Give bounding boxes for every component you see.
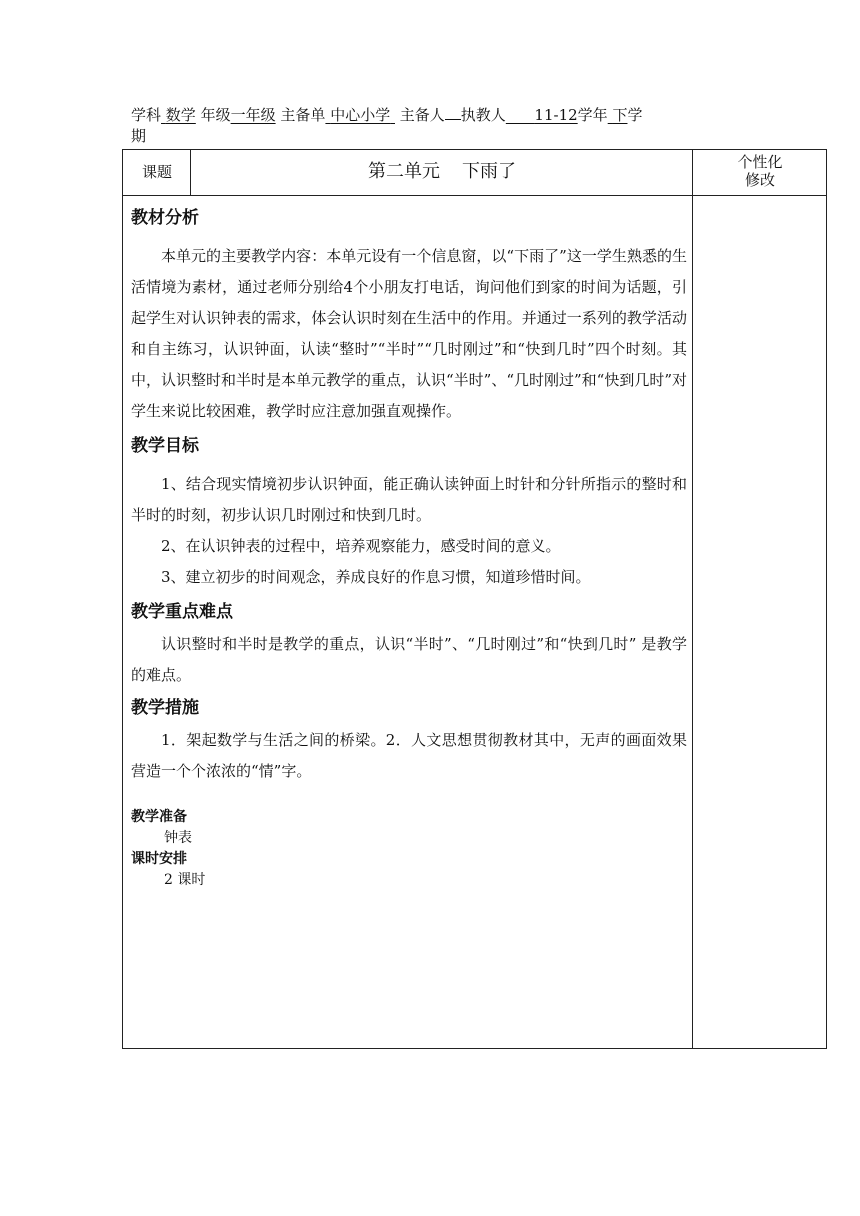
analysis-heading: 教材分析 (131, 208, 199, 228)
personal-revision-line2: 修改 (744, 171, 775, 189)
table-border-row-divider (122, 195, 827, 196)
preparation-heading: 教学准备 (131, 809, 187, 825)
table-border-bottom (122, 1048, 827, 1049)
lesson-content (131, 198, 687, 891)
teacher-label: 执教人 (460, 106, 506, 124)
schedule-heading: 课时安排 (131, 851, 187, 867)
schedule-text: 2 课时 (164, 872, 206, 888)
preparation-text: 钟表 (164, 830, 192, 846)
topic-unit: 第二单元 (368, 161, 440, 182)
table-border-left (122, 149, 123, 1049)
term-label-wrap: 期 (131, 127, 147, 145)
goals-heading: 教学目标 (131, 436, 199, 456)
grade-value: 一年级 (230, 106, 276, 124)
analysis-text: 本单元的主要教学内容：本单元设有一个信息窗，以“下雨了”这一学生熟悉的生活情境为素材，通过老师分别给4个小朋友打电话，询问他们到家的时间为话题，引起学生对认识钟表的需求，体会认识时刻在生活中的作用。并通过一系列的教学活动和自主练习，认识钟面，认读“整时”“半时”“几时刚过”和“快到几时”四个时刻。其中，认识整时和半时是本单元教学的重点，认识“半时”、“几时刚过”和“快到几时”对学生来说比较困难，教学时应注意加强直观操作。 (131, 247, 688, 420)
year-label: 学年 (577, 106, 608, 124)
term-label: 学 (627, 106, 643, 124)
table-border-right (826, 149, 827, 1049)
personal-revision-line1: 个性化 (737, 153, 783, 171)
measures-heading: 教学措施 (131, 698, 199, 718)
unit-label: 主备单 (280, 106, 326, 124)
subject-value: 数学 (165, 106, 196, 124)
preparer-blank (445, 104, 461, 120)
measures-text: 1．架起数学与生活之间的桥梁。2．人文思想贯彻教材其中，无声的画面效果营造一个个浓浓的“情”字。 (131, 731, 687, 780)
topic-label: 课题 (141, 163, 172, 181)
term-value: 下 (612, 106, 628, 124)
goal-2: 2、在认识钟表的过程中，培养观察能力，感受时间的意义。 (161, 537, 561, 555)
topic-name: 下雨了 (462, 161, 516, 182)
lesson-plan-header (131, 104, 741, 147)
goal-1: 1、结合现实情境初步认识钟面，能正确认读钟面上时针和分针所指示的整时和半时的时刻，初步认识几时刚过和快到几时。 (131, 475, 687, 524)
table-border-personal-divider (692, 149, 693, 1049)
unit-value: 中心小学 (330, 106, 391, 124)
year-value: 11-12 (534, 106, 578, 124)
goal-3: 3、建立初步的时间观念，养成良好的作息习惯，知道珍惜时间。 (161, 568, 591, 586)
topic-title (192, 150, 692, 194)
key-points-text: 认识整时和半时是教学的重点，认识“半时”、“几时刚过”和“快到几时” 是教学的难点。 (131, 635, 687, 684)
table-border-topic-divider (190, 149, 191, 196)
key-points-heading: 教学重点难点 (131, 602, 233, 622)
preparer-label: 主备人 (399, 106, 445, 124)
grade-label: 年级 (200, 106, 231, 124)
subject-label: 学科 (131, 106, 162, 124)
personal-revision-header (694, 153, 826, 189)
